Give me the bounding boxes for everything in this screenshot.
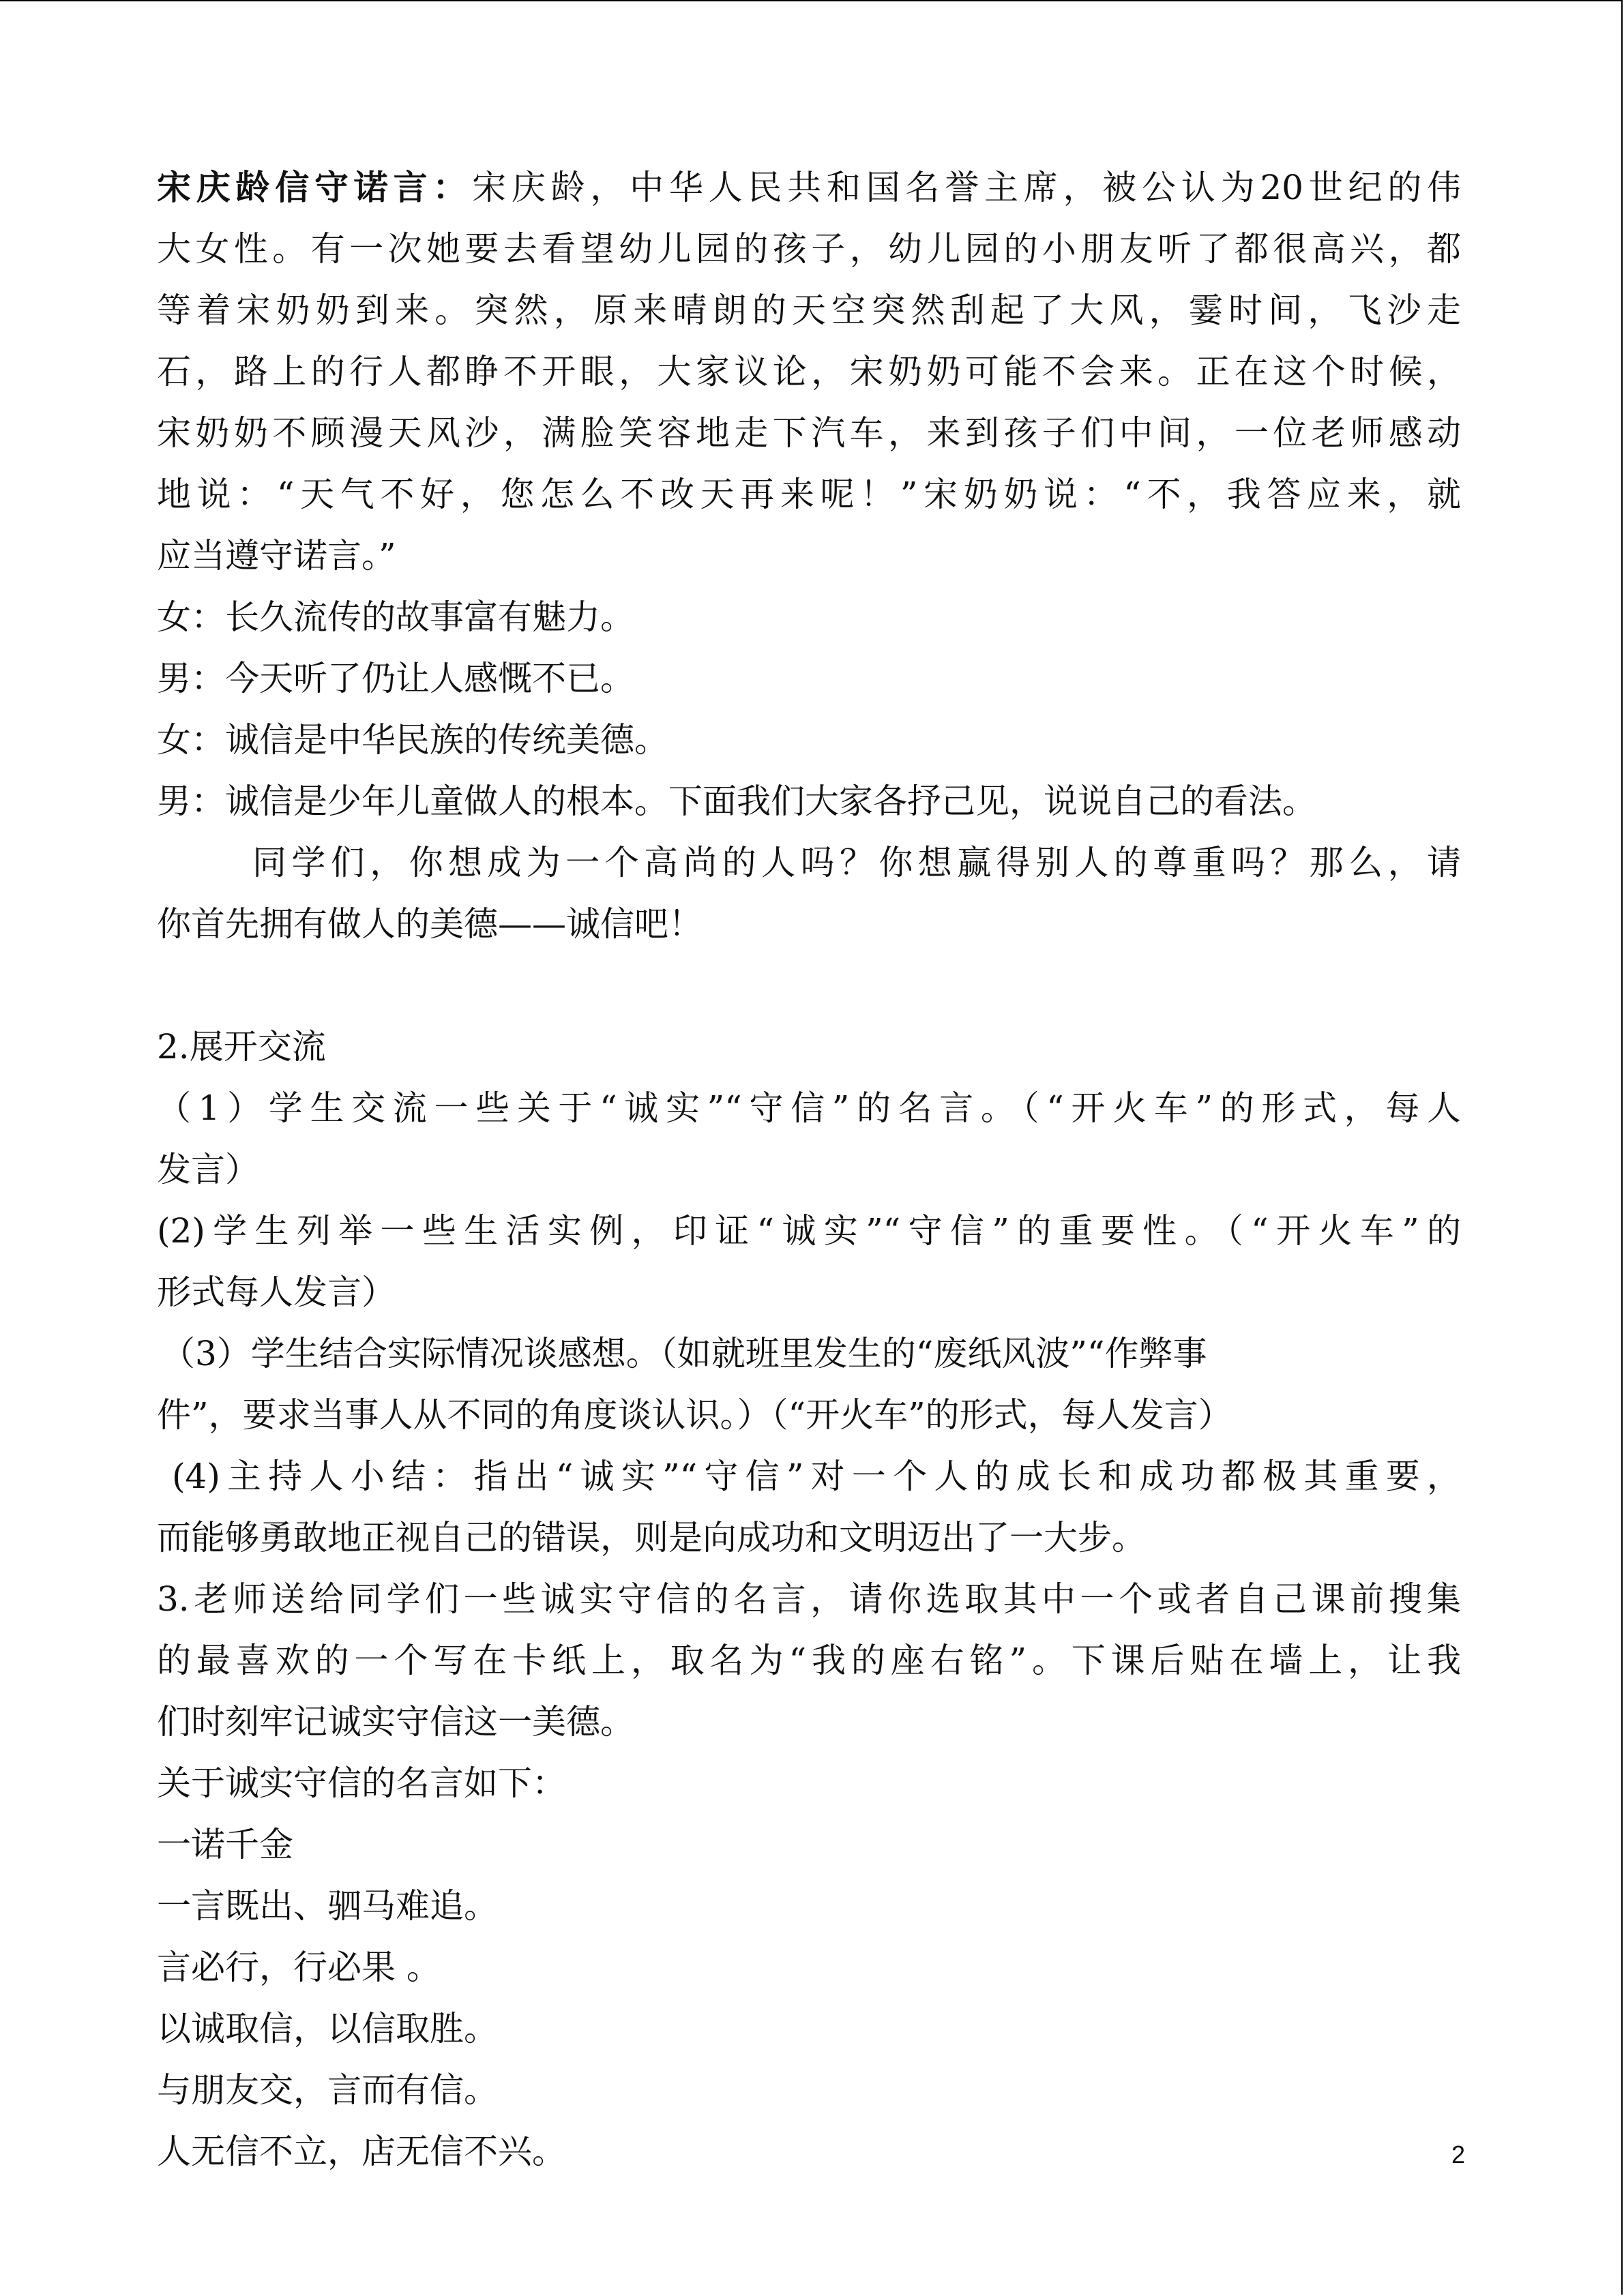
quote-item-4: 以诚取信，以信取胜。 xyxy=(157,2009,498,2048)
section3-line-3: 们时刻牢记诚实守信这一美德。 xyxy=(157,1702,634,1742)
story-paragraph-line-2: 大女性。有一次她要去看望幼儿园的孩子，幼儿园的小朋友听了都很高兴，都 xyxy=(157,229,1461,269)
story-paragraph-line-4: 石，路上的行人都睁不开眼，大家议论，宋奶奶可能不会来。正在这个时候， xyxy=(157,352,1461,391)
closing-line-2: 你首先拥有做人的美德——诚信吧！ xyxy=(157,904,703,944)
quote-item-6: 人无信不立，店无信不兴。 xyxy=(157,2132,566,2171)
story-paragraph-line-3: 等着宋奶奶到来。突然，原来晴朗的天空突然刮起了大风，霎时间，飞沙走 xyxy=(157,290,1461,330)
section2-line-7: (4)主持人小结：指出“诚实”“守信”对一个人的成长和成功都极其重要， xyxy=(172,1457,1461,1496)
story-paragraph-line-7: 应当遵守诺言。” xyxy=(157,536,396,576)
section2-line-6: 件”，要求当事人从不同的角度谈认识。）（“开火车”的形式，每人发言） xyxy=(157,1395,1232,1435)
story-title: 宋庆龄信守诺言： xyxy=(157,167,473,207)
section2-line-8: 而能够勇敢地正视自己的错误，则是向成功和文明迈出了一大步。 xyxy=(157,1518,1146,1557)
quote-item-1: 一诺千金 xyxy=(157,1825,293,1864)
blank-line xyxy=(157,955,1461,1016)
quote-item-3: 言必行，行必果 。 xyxy=(157,1948,441,1987)
dialogue-line-2: 男：今天听了仍让人感慨不已。 xyxy=(157,659,634,698)
section2-heading: 2.展开交流 xyxy=(157,1027,326,1067)
closing-line-1: 同学们，你想成为一个高尚的人吗？你想赢得别人的尊重吗？那么，请 xyxy=(252,843,1461,882)
story-text: 宋庆龄，中华人民共和国名誉主席，被公认为20世纪的伟 xyxy=(472,168,1461,207)
section2-line-2: 发言） xyxy=(157,1150,259,1189)
dialogue-line-4: 男：诚信是少年儿童做人的根本。下面我们大家各抒己见，说说自己的看法。 xyxy=(157,781,1316,821)
section3-line-1: 3.老师送给同学们一些诚实守信的名言，请你选取其中一个或者自己课前搜集 xyxy=(157,1579,1461,1619)
quote-item-5: 与朋友交，言而有信。 xyxy=(157,2070,498,2110)
section2-line-4: 形式每人发言） xyxy=(157,1272,396,1312)
section2-line-5: （3）学生结合实际情况谈感想。（如就班里发生的“废纸风波”“作弊事 xyxy=(161,1334,1207,1373)
dialogue-line-1: 女：长久流传的故事富有魅力。 xyxy=(157,597,634,637)
story-paragraph-line-6: 地说：“天气不好，您怎么不改天再来呢！”宋奶奶说：“不，我答应来，就 xyxy=(157,475,1461,514)
section3-line-2: 的最喜欢的一个写在卡纸上，取名为“我的座右铭”。下课后贴在墙上，让我 xyxy=(157,1641,1461,1680)
page-number: 2 xyxy=(1451,2141,1466,2168)
quotes-intro: 关于诚实守信的名言如下： xyxy=(157,1763,566,1803)
dialogue-line-3: 女：诚信是中华民族的传统美德。 xyxy=(157,720,668,760)
quote-item-2: 一言既出、驷马难追。 xyxy=(157,1886,498,1926)
section2-line-1: （1）学生交流一些关于“诚实”“守信”的名言。（“开火车”的形式，每人 xyxy=(157,1088,1461,1128)
story-paragraph-line-5: 宋奶奶不顾漫天风沙，满脸笑容地走下汽车，来到孩子们中间，一位老师感动 xyxy=(157,413,1461,453)
story-paragraph-line-1 xyxy=(157,157,1461,218)
section2-line-3: (2)学生列举一些生活实例，印证“诚实”“守信”的重要性。（“开火车”的 xyxy=(157,1211,1461,1251)
document-body xyxy=(157,157,1461,2182)
